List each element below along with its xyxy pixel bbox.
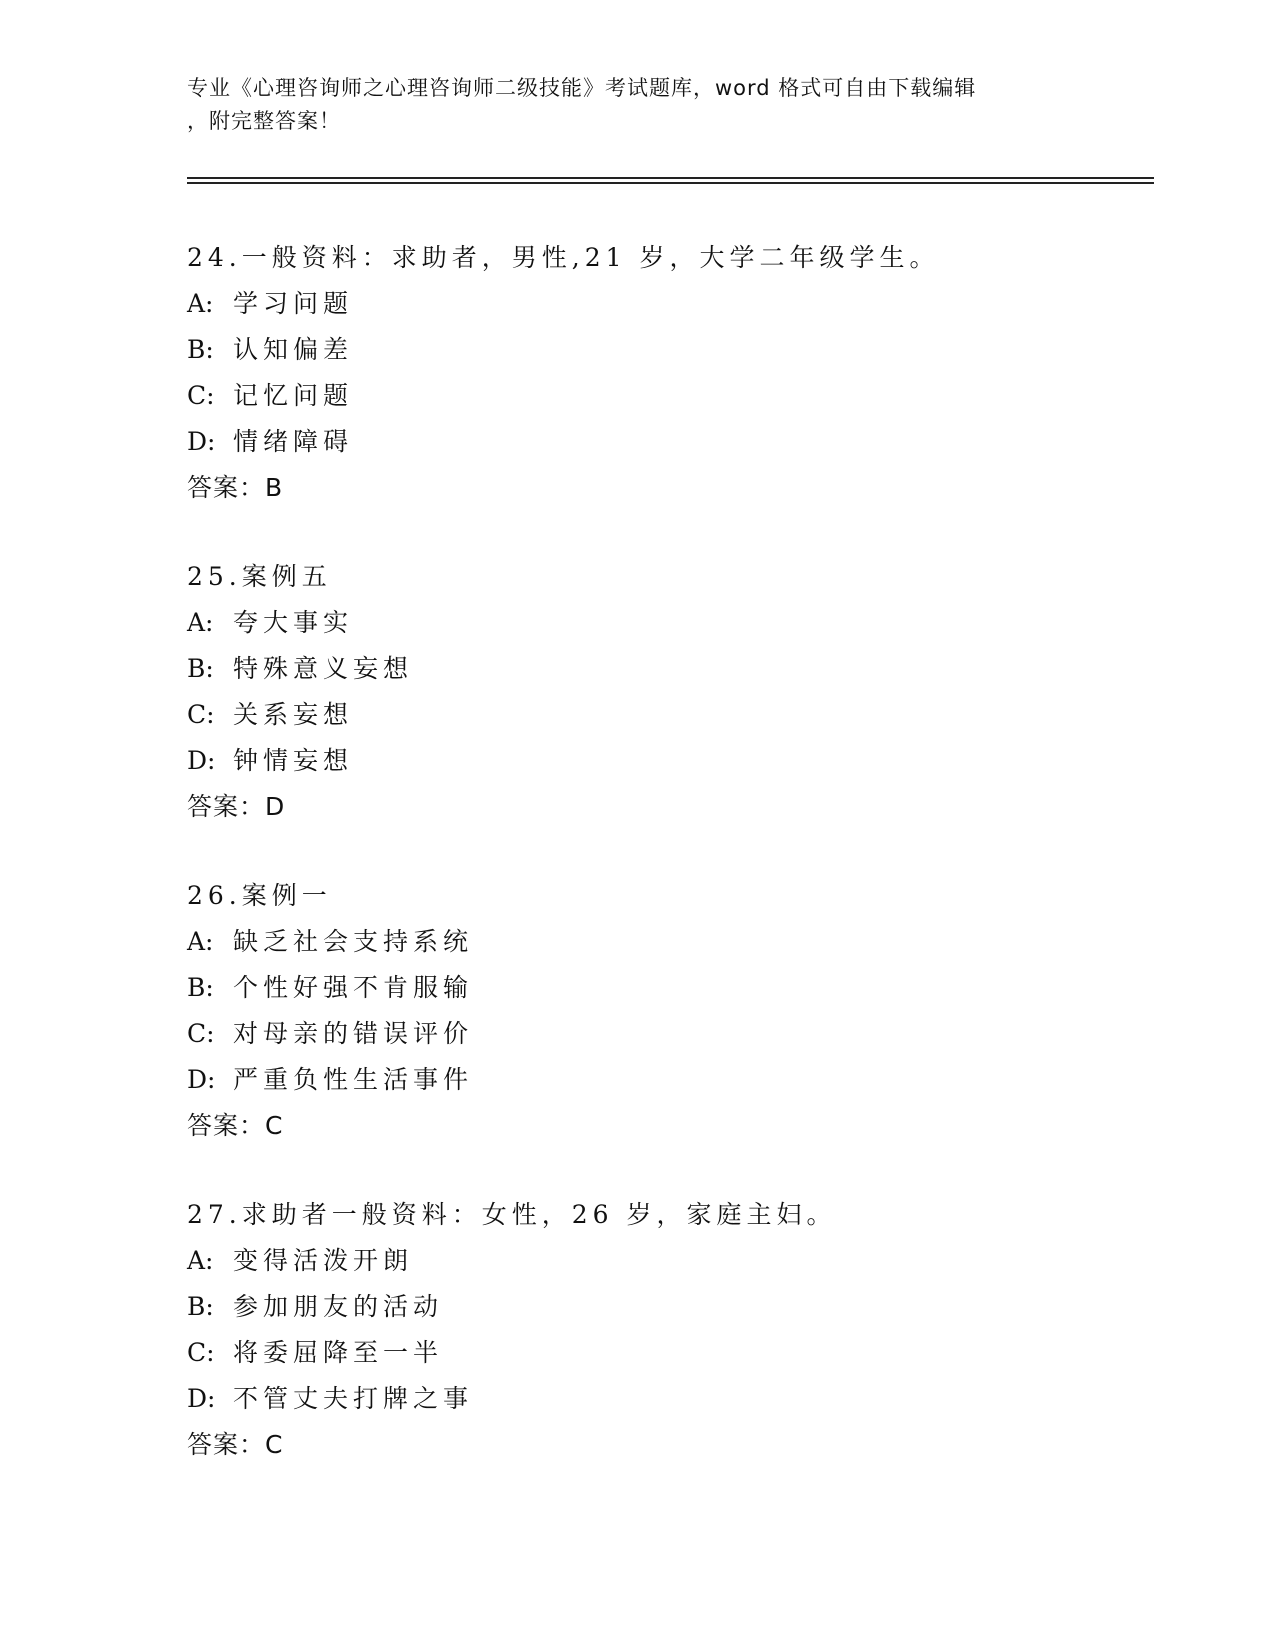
option-label: C: xyxy=(187,700,215,729)
option-text: 不管丈夫打牌之事 xyxy=(233,1384,474,1413)
option-a xyxy=(187,919,1087,965)
option-text: 认知偏差 xyxy=(233,335,354,364)
option-d xyxy=(187,419,1087,465)
option-b xyxy=(187,327,1087,373)
option-text: 缺乏社会支持系统 xyxy=(233,927,474,956)
option-label: D: xyxy=(187,1065,216,1094)
option-text: 夸大事实 xyxy=(233,608,354,637)
header-rule-bottom xyxy=(187,182,1154,184)
option-text: 参加朋友的活动 xyxy=(233,1292,444,1321)
option-c xyxy=(187,692,1087,738)
option-c xyxy=(187,1330,1087,1376)
question-27 xyxy=(187,1192,1087,1468)
option-text: 学习问题 xyxy=(233,289,354,318)
option-text: 记忆问题 xyxy=(233,381,354,410)
option-label: D: xyxy=(187,427,216,456)
question-25 xyxy=(187,554,1087,830)
option-b xyxy=(187,646,1087,692)
option-text: 变得活泼开朗 xyxy=(233,1246,414,1275)
option-a xyxy=(187,600,1087,646)
answer-line: 答案：D xyxy=(187,792,286,821)
option-text: 个性好强不肯服输 xyxy=(233,973,474,1002)
option-label: B: xyxy=(187,973,214,1002)
option-c xyxy=(187,1011,1087,1057)
option-label: A: xyxy=(187,1246,214,1275)
option-text: 对母亲的错误评价 xyxy=(233,1019,474,1048)
answer-line: 答案：C xyxy=(187,1111,284,1140)
option-label: B: xyxy=(187,1292,214,1321)
option-label: C: xyxy=(187,1338,215,1367)
option-text: 关系妄想 xyxy=(233,700,354,729)
question-stem: 26.案例一 xyxy=(187,881,332,910)
header-line-1: 专业《心理咨询师之心理咨询师二级技能》考试题库，word 格式可自由下载编辑 xyxy=(187,76,977,100)
option-label: B: xyxy=(187,335,214,364)
option-b xyxy=(187,965,1087,1011)
answer-line: 答案：C xyxy=(187,1430,284,1459)
option-text: 情绪障碍 xyxy=(233,427,354,456)
option-text: 特殊意义妄想 xyxy=(233,654,414,683)
option-label: A: xyxy=(187,608,214,637)
document-header xyxy=(187,72,1087,138)
option-d xyxy=(187,1057,1087,1103)
option-text: 将委屈降至一半 xyxy=(233,1338,444,1367)
option-c xyxy=(187,373,1087,419)
option-b xyxy=(187,1284,1087,1330)
option-d xyxy=(187,738,1087,784)
header-line-2: ，附完整答案！ xyxy=(187,109,341,133)
question-stem: 24.一般资料：求助者，男性,21 岁，大学二年级学生。 xyxy=(187,243,940,272)
question-26 xyxy=(187,873,1087,1149)
answer-line: 答案：B xyxy=(187,473,284,502)
option-label: D: xyxy=(187,746,216,775)
option-label: C: xyxy=(187,1019,215,1048)
option-label: B: xyxy=(187,654,214,683)
question-stem: 27.求助者一般资料：女性，26 岁，家庭主妇。 xyxy=(187,1200,837,1229)
option-text: 严重负性生活事件 xyxy=(233,1065,474,1094)
option-text: 钟情妄想 xyxy=(233,746,354,775)
option-d xyxy=(187,1376,1087,1422)
option-a xyxy=(187,281,1087,327)
option-label: C: xyxy=(187,381,215,410)
option-label: D: xyxy=(187,1384,216,1413)
header-rule-top xyxy=(187,177,1154,179)
option-label: A: xyxy=(187,289,214,318)
question-24 xyxy=(187,235,1087,511)
question-stem: 25.案例五 xyxy=(187,562,332,591)
option-label: A: xyxy=(187,927,214,956)
option-a xyxy=(187,1238,1087,1284)
